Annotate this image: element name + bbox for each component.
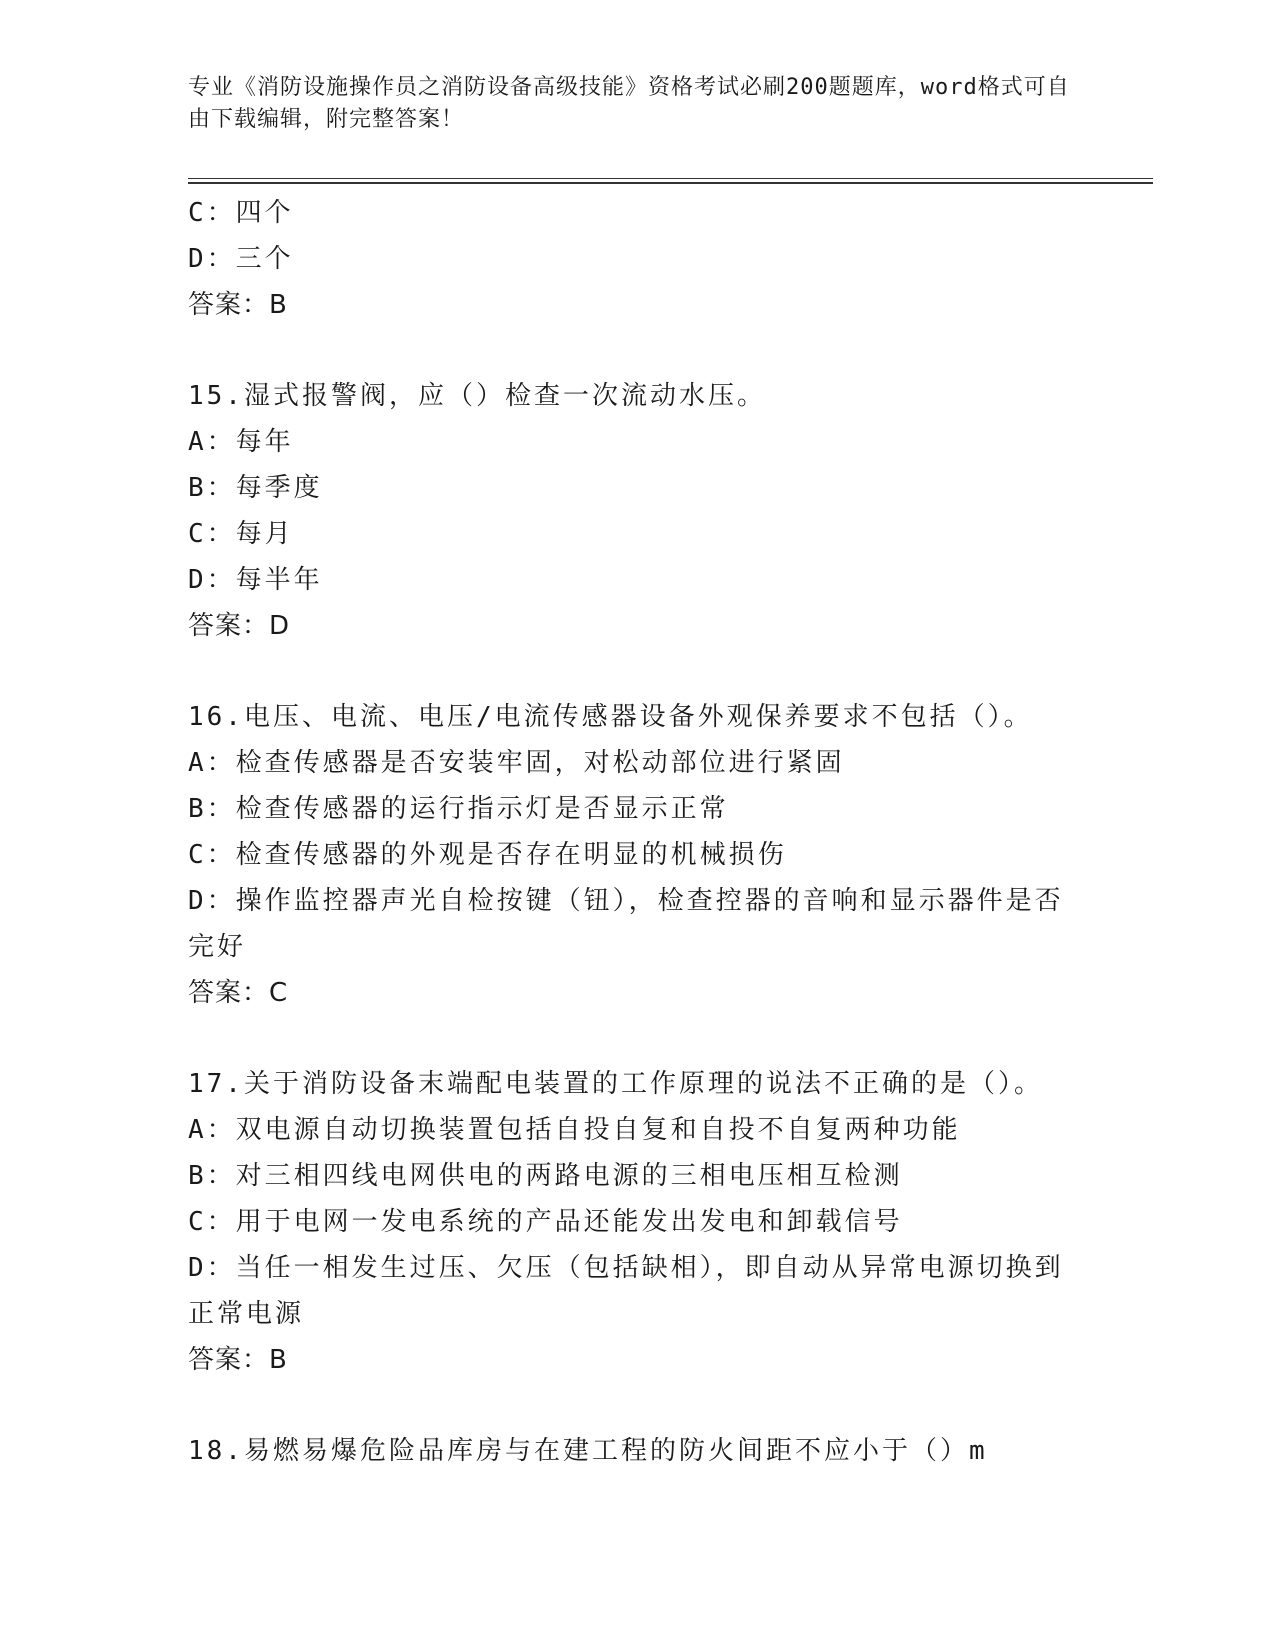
- option-d: [188, 557, 1088, 603]
- option-a: [188, 740, 1088, 786]
- option-d: [188, 878, 1088, 970]
- option-text: 用于电网一发电系统的产品还能发出发电和卸载信号: [235, 1207, 903, 1237]
- option-text: 检查传感器的运行指示灯是否显示正常: [235, 794, 729, 824]
- answer-line: 答案：B: [188, 1345, 288, 1375]
- option-key: C：: [188, 519, 236, 549]
- answer-line: 答案：D: [188, 611, 291, 641]
- option-key: A：: [188, 748, 236, 778]
- option-text: 三个: [235, 244, 294, 274]
- question-stem: 16.电压、电流、电压/电流传感器设备外观保养要求不包括（）。: [188, 702, 1033, 732]
- header-divider-thick: [188, 182, 1153, 184]
- option-key: D：: [188, 886, 236, 916]
- question-stem: 17.关于消防设备末端配电装置的工作原理的说法不正确的是（）。: [188, 1069, 1043, 1099]
- option-key: A：: [188, 427, 236, 457]
- option-text: 四个: [235, 198, 294, 228]
- option-key: B：: [188, 1161, 236, 1191]
- header-divider: [188, 178, 1153, 179]
- option-b: [188, 1153, 1088, 1199]
- answer-line: 答案：B: [188, 290, 288, 320]
- option-c: [188, 190, 1088, 236]
- option-text: 每半年: [235, 565, 323, 595]
- option-d: [188, 236, 1088, 282]
- option-text: 对三相四线电网供电的两路电源的三相电压相互检测: [235, 1161, 903, 1191]
- option-key: C：: [188, 1207, 236, 1237]
- option-a: [188, 419, 1088, 465]
- document-header: 专业《消防设施操作员之消防设备高级技能》资格考试必刷200题题库，word格式可自由下载编辑，附完整答案！: [188, 75, 1070, 132]
- option-text: 检查传感器的外观是否存在明显的机械损伤: [235, 840, 787, 870]
- question-content: [188, 190, 1088, 1474]
- option-text: 每季度: [235, 473, 323, 503]
- option-key: D：: [188, 244, 236, 274]
- option-key: C：: [188, 840, 236, 870]
- option-key: A：: [188, 1115, 236, 1145]
- option-a: [188, 1107, 1088, 1153]
- option-key: B：: [188, 473, 236, 503]
- question-stem: 15.湿式报警阀，应（）检查一次流动水压。: [188, 381, 766, 411]
- option-key: C：: [188, 198, 236, 228]
- option-text: 操作监控器声光自检按键（钮），检查控器的音响和显示器件是否完好: [188, 886, 1064, 962]
- question-stem: 18.易燃易爆危险品库房与在建工程的防火间距不应小于（）m: [188, 1436, 988, 1466]
- option-c: [188, 832, 1088, 878]
- option-key: B：: [188, 794, 236, 824]
- option-c: [188, 511, 1088, 557]
- answer-line: 答案：C: [188, 978, 289, 1008]
- option-text: 当任一相发生过压、欠压（包括缺相），即自动从异常电源切换到正常电源: [188, 1253, 1064, 1329]
- option-text: 每月: [235, 519, 294, 549]
- option-c: [188, 1199, 1088, 1245]
- option-b: [188, 786, 1088, 832]
- option-text: 双电源自动切换装置包括自投自复和自投不自复两种功能: [235, 1115, 961, 1145]
- option-key: D：: [188, 1253, 236, 1283]
- option-text: 检查传感器是否安装牢固，对松动部位进行紧固: [235, 748, 845, 778]
- option-b: [188, 465, 1088, 511]
- option-text: 每年: [235, 427, 294, 457]
- option-d: [188, 1245, 1088, 1337]
- option-key: D：: [188, 565, 236, 595]
